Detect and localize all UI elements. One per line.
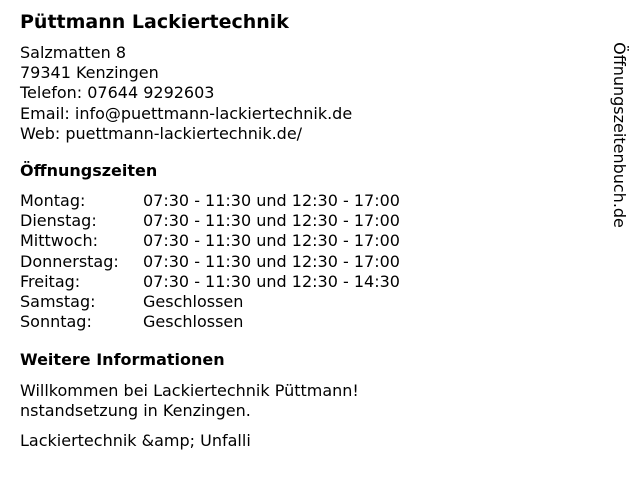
hours-row-monday: [20, 191, 610, 211]
time-value: Geschlossen: [143, 312, 244, 332]
hours-row-tuesday: [20, 211, 610, 231]
hours-row-thursday: [20, 252, 610, 272]
info-paragraph-2: Lackiertechnik &amp; Unfalli: [20, 431, 251, 451]
business-card: [20, 10, 610, 451]
city-address: 79341 Kenzingen: [20, 63, 159, 83]
day-label: Sonntag:: [20, 312, 92, 332]
time-value: 07:30 - 11:30 und 12:30 - 17:00: [143, 251, 400, 271]
contact-block: [20, 43, 610, 144]
email-line: Email: info@puettmann-lackiertechnik.de: [20, 103, 353, 123]
time-value: 07:30 - 11:30 und 12:30 - 17:00: [143, 191, 400, 211]
info-line-1: Willkommen bei Lackiertechnik Püttmann!: [20, 381, 359, 401]
day-label: Montag:: [20, 191, 86, 211]
day-label: Freitag:: [20, 271, 81, 291]
web-line: Web: puettmann-lackiertechnik.de/: [20, 123, 303, 143]
time-value: 07:30 - 11:30 und 12:30 - 17:00: [143, 211, 400, 231]
info-paragraph-1: [20, 381, 610, 421]
day-label: Dienstag:: [20, 211, 97, 231]
day-label: Donnerstag:: [20, 251, 119, 271]
business-name: Püttmann Lackiertechnik: [20, 11, 289, 33]
street-address: Salzmatten 8: [20, 43, 126, 62]
phone-line: Telefon: 07644 9292603: [20, 83, 215, 103]
day-label: Samstag:: [20, 292, 96, 312]
opening-hours-heading: Öffnungszeiten: [20, 161, 158, 181]
time-value: 07:30 - 11:30 und 12:30 - 14:30: [143, 271, 400, 291]
day-label: Mittwoch:: [20, 231, 98, 251]
hours-row-wednesday: [20, 231, 610, 251]
hours-row-friday: [20, 272, 610, 292]
info-line-2: nstandsetzung in Kenzingen.: [20, 401, 251, 421]
time-value: Geschlossen: [143, 292, 244, 312]
hours-row-sunday: [20, 312, 610, 332]
time-value: 07:30 - 11:30 und 12:30 - 17:00: [143, 231, 400, 251]
hours-row-saturday: [20, 292, 610, 312]
site-watermark: Öffnungszeitenbuch.de: [610, 42, 629, 228]
opening-hours-table: [20, 191, 610, 332]
more-info-heading: Weitere Informationen: [20, 350, 225, 370]
